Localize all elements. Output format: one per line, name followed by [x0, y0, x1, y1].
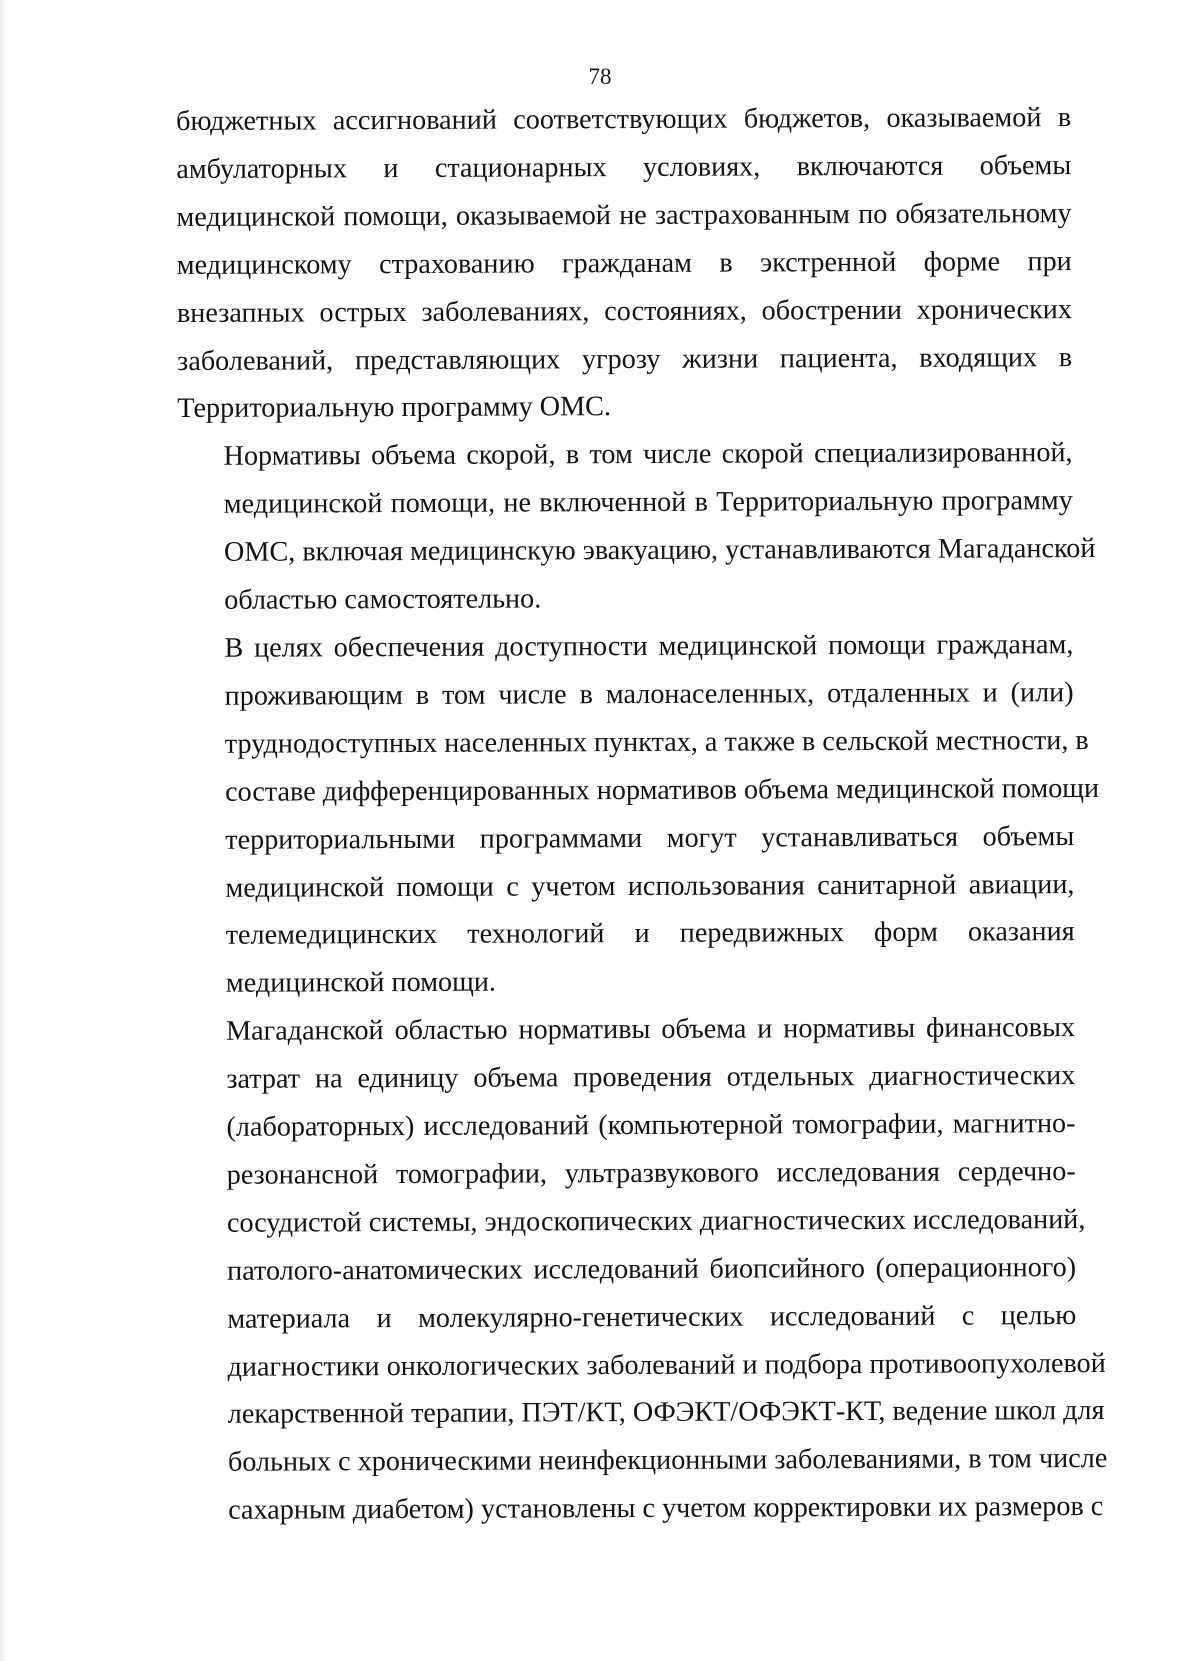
text-line: резонансной томографии, ультразвукового исследования сердечно- [226, 1156, 1076, 1191]
text-line: внезапных острых заболеваниях, состояниях, обострении хронических [176, 293, 1072, 329]
text-line: бюджетных ассигнований соответствующих бюджетов, оказываемой в [176, 102, 1072, 137]
text-line: территориальными программами могут устанавливаться объемы [225, 820, 1075, 856]
text-line: медицинской помощи с учетом использования санитарной авиации, [225, 868, 1075, 904]
text-line: материала и молекулярно-генетических исследований с целью [227, 1299, 1077, 1335]
text-line: Территориальную программу ОМС. [177, 391, 612, 425]
text-line: диагностики онкологических заболеваний и подбора противоопухолевой [227, 1347, 1106, 1383]
paragraph [176, 94, 1072, 433]
text-line: составе дифференцированных нормативов объема медицинской помощи [224, 772, 1100, 808]
text-line: медицинской помощи, оказываемой не застрахованным по обязательному [176, 197, 1072, 233]
text-line: (лабораторных) исследований (компьютерной томографии, магнитно- [226, 1108, 1076, 1143]
text-line: областью самостоятельно. [224, 583, 542, 616]
page-number: 78 [588, 64, 612, 89]
text-line: медицинскому страхованию гражданам в экстренной форме при [176, 245, 1072, 281]
text-line: сосудистой системы, эндоскопических диагностических исследований, [226, 1203, 1086, 1239]
text-line: ОМС, включая медицинскую эвакуацию, устанавливаются Магаданской [223, 533, 1096, 568]
text-line: Нормативы объема скорой, в том числе скорой специализированной, [223, 437, 1073, 473]
text-line: патолого-анатомических исследований биопсийного (операционного) [227, 1251, 1077, 1287]
paragraph [180, 1004, 1108, 1535]
text-line: труднодоступных населенных пунктах, а также в сельской местности, в [224, 724, 1089, 760]
text-line: медицинской помощи. [225, 966, 497, 1000]
text-line: медицинской помощи, не включенной в Территориальную программу [223, 485, 1073, 521]
paragraph [177, 429, 1096, 625]
text-line: затрат на единицу объема проведения отдельных диагностических [226, 1060, 1076, 1095]
text-line: амбулаторных и стационарных условиях, включаются объемы [176, 150, 1072, 185]
body-text [176, 94, 1108, 1535]
text-line: Магаданской областью нормативы объема и нормативы финансовых [226, 1012, 1076, 1048]
text-line: заболеваний, представляющих угрозу жизни пациента, входящих в [177, 341, 1073, 377]
paragraph [178, 621, 1100, 1008]
text-line: больных с хроническими неинфекционными заболеваниями, в том числе [227, 1443, 1108, 1479]
text-line: проживающим в том числе в малонаселенных, отдаленных и (или) [224, 676, 1074, 712]
text-line: телемедицинских технологий и передвижных форм оказания [225, 916, 1075, 952]
text-line: лекарственной терапии, ПЭТ/КТ, ОФЭКТ/ОФЭКТ-КТ, ведение школ для [227, 1395, 1105, 1431]
text-line: В целях обеспечения доступности медицинской помощи гражданам, [224, 629, 1074, 664]
text-line: сахарным диабетом) установлены с учетом корректировки их размеров с [228, 1491, 1104, 1527]
scan-edge-shadow [0, 0, 6, 1661]
